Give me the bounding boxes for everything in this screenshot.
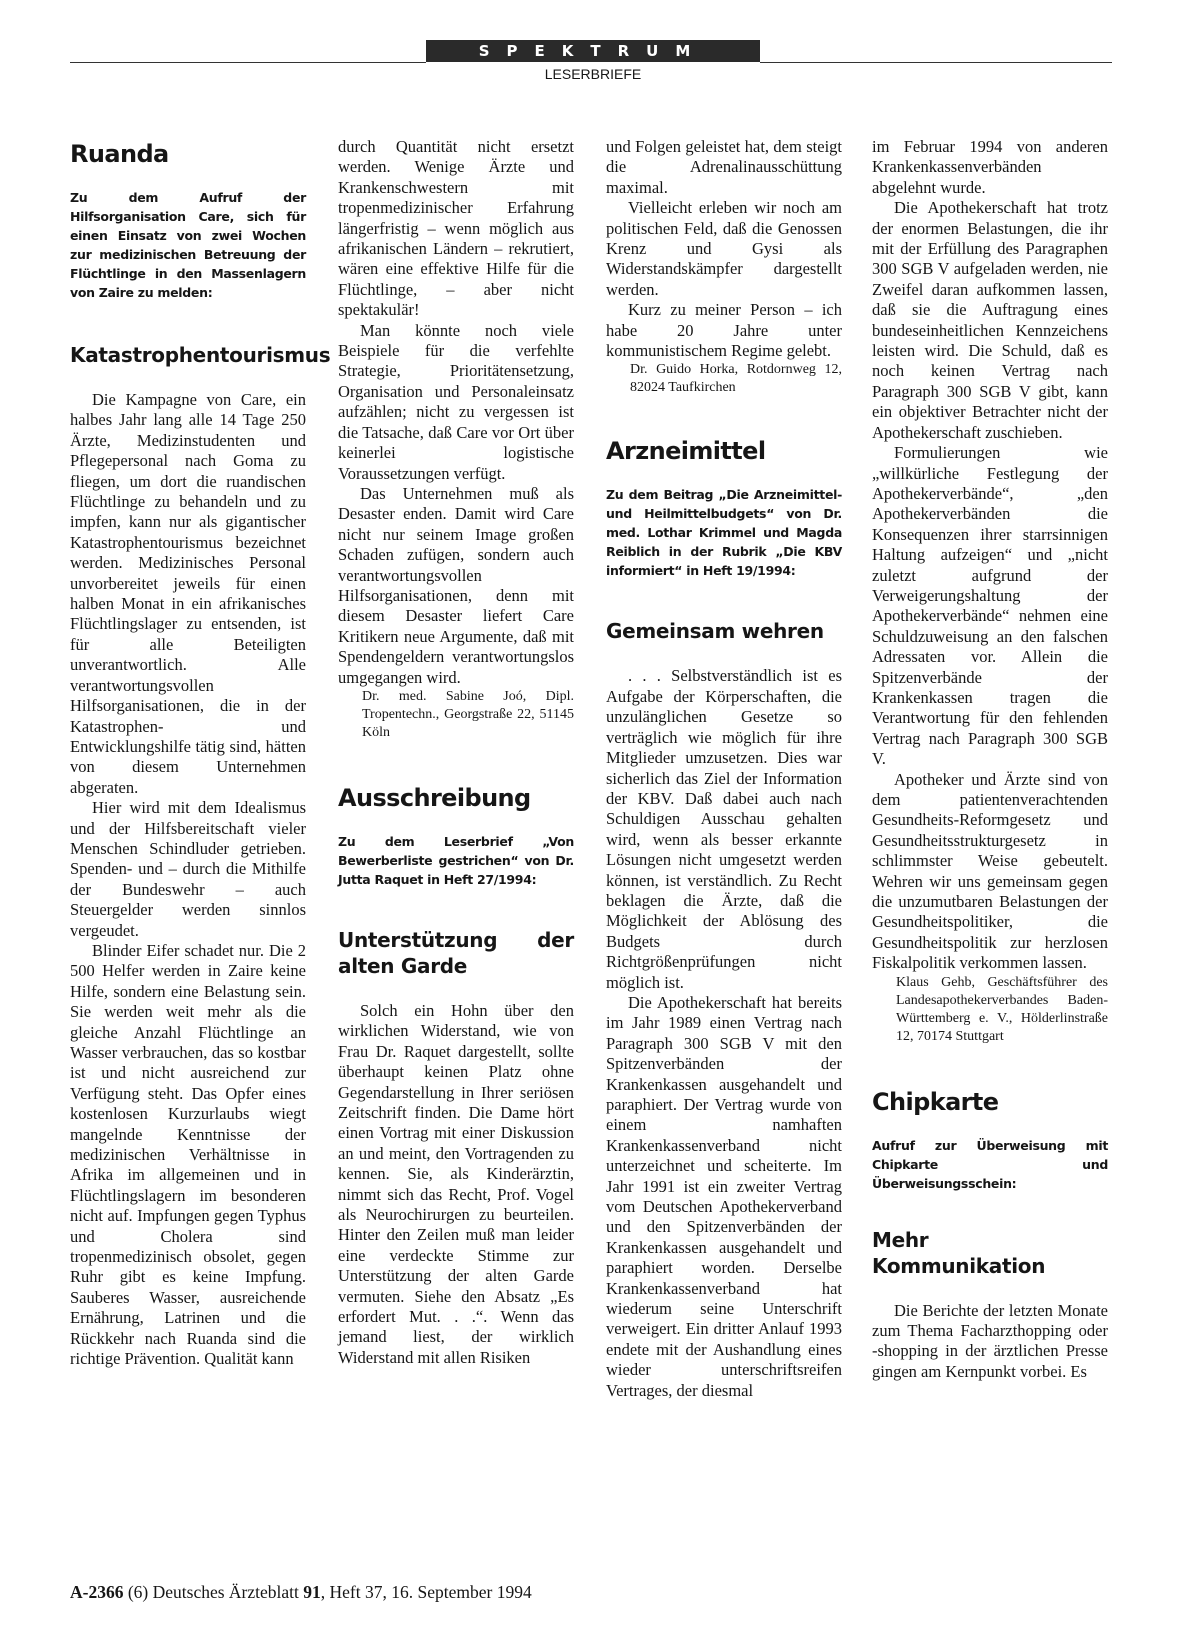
rubric-arzneimittel: Arzneimittel xyxy=(606,437,766,466)
paragraph: Man könnte noch viele Beispiele für die verfehlte Strategie, Prioritätensetzung, Organisation und Personaleinsatz aufzählen; nicht zu vergessen ist die Tatsache, daß Care vor Ort über keinerlei logistische Voraussetzungen verfügt. xyxy=(338,320,574,483)
paragraph: Formulierungen wie „willkürliche Festlegung der Apothekerverbände“, „den Apothekerverbänden die Konsequenzen ihrer starrsinnigen Haltung aufzeigen“ und „nicht zuletzt aufgrund der Verweigerungshaltung der Apothekerverbände“ nehmen eine Schuldzuweisung an den falschen Adressaten vor. Allein die Spitzenverbände der Krankenkassen tragen die Verantwortung für den fehlenden Vertrag nach Paragraph 300 SGB V. xyxy=(872,443,1108,769)
paragraph: Kurz zu meiner Person – ich habe 20 Jahre unter kommunistischem Regime gelebt. xyxy=(606,300,842,361)
paragraph: im Februar 1994 von anderen Krankenkassenverbänden abgelehnt wurde. xyxy=(872,137,1108,197)
paragraph: Die Kampagne von Care, ein halbes Jahr lang alle 14 Tage 250 Ärzte, Medizinstudenten und Pflegepersonal nach Goma zu fliegen, um dort die ruandischen Flüchtlinge zu behandeln und zu impfen, kann nur als gigantischer Katastrophentourismus bezeichnet werden. Medizinisches Personal unvorbereitet jeweils für einen halben Monat in ein afrikanisches Flüchtlingslager zu entsenden, ist für alle Beteiligten unverantwortlich. Alle verantwortungsvollen Hilfsorganisationen, die in der Katastrophen- und Entwicklungshilfe tätig sind, hätten von diesem Unternehmen abgeraten. xyxy=(70,390,306,797)
journal-volume: 91 xyxy=(303,1582,321,1602)
inner-page-number: (6) xyxy=(127,1582,149,1602)
column-1 xyxy=(70,140,331,1370)
letter-signature: Dr. med. Sabine Joó, Dipl. Tropentechn., Georgstraße 22, 51145 Köln xyxy=(362,688,574,740)
section-banner: SPEKTRUM xyxy=(426,40,760,62)
paragraph: Vielleicht erleben wir noch am politischen Feld, daß die Genossen Krenz und Gysi als Widerstandskämpfer dargestellt werden. xyxy=(606,198,842,299)
letter-signature: Klaus Gehb, Geschäftsführer des Landesapothekerverbandes Baden-Württemberg e. V., Hölderlinstraße 12, 70174 Stuttgart xyxy=(896,974,1108,1044)
letter-headline: Unterstützung der alten Garde xyxy=(338,927,574,978)
letter-headline: Gemeinsam wehren xyxy=(606,619,824,644)
paragraph: Hier wird mit dem Idealismus und der Hilfsbereitschaft vieler Menschen Schindluder getrieben. Spenden- und – durch die Mithilfe der Bundeswehr – auch Steuergelder werden sinnlos vergeudet. xyxy=(70,798,306,940)
journal-name: Deutsches Ärzteblatt xyxy=(152,1582,299,1602)
letter-lead: Aufruf zur Überweisung mit Chipkarte und Überweisungsschein: xyxy=(872,1137,1108,1191)
paragraph: Solch ein Hohn über den wirklichen Widerstand, wie von Frau Dr. Raquet dargestellt, sollte überhaupt keinen Platz ohne Gegendarstellung in Ihrer seriösen Zeitschrift finden. Die Dame hört einen Vortrag mit einer Diskussion an und meint, den Vortragenden zu kennen. Sie, als Kinderärztin, nimmt sich das Recht, Prof. Vogel als Neurochirurgen zu beurteilen. Hinter den Zeilen muß man leider eine verdeckte Stimme zur Unterstützung der alten Garde vermuten. Siehe den Absatz „Es erfordert Mut. . .“. Wenn das jemand liest, der wirklich Widerstand mit allen Risiken xyxy=(338,1000,574,1367)
paragraph: Die Apothekerschaft hat trotz der enormen Belastungen, die ihr mit der Erfüllung des Paragraphen 300 SGB V aufgeladen werden, nie Zweifel daran aufkommen lassen, daß sie die Auftragung eines bundeseinheitlichen Kennzeichens leisten wird. Die Schuld, daß es noch keinen Vertrag nach Paragraph 300 SGB V gibt, kann ein objektiver Betrachter nicht der Apothekerschaft zuschieben. xyxy=(872,198,1108,442)
subsection-title: LESERBRIEFE xyxy=(544,66,642,82)
issue-date: , Heft 37, 16. September 1994 xyxy=(320,1582,532,1602)
letter-lead: Zu dem Beitrag „Die Arzneimittel- und Heilmittelbudgets“ von Dr. med. Lothar Krimmel und Magda Reiblich in der Rubrik „Die KBV informiert“ in Heft 19/1994: xyxy=(606,487,842,579)
letter-lead: Zu dem Leserbrief „Von Bewerberliste gestrichen“ von Dr. Jutta Raquet in Heft 27/1994: xyxy=(338,833,574,887)
paragraph: Die Berichte der letzten Monate zum Thema Facharzthopping oder -shopping in der ärztlichen Presse gingen am Kernpunkt vorbei. Es xyxy=(872,1300,1108,1381)
letter-headline: Katastrophentourismus xyxy=(70,343,331,367)
paragraph: Apotheker und Ärzte sind von dem patientenverachtenden Gesundheits-Reformgesetz und Gesundheitsstrukturgesetz in schlimmster Weise gebeutelt. Wehren wir uns gemeinsam gegen die unzumutbaren Belastungen der Gesundheitspolitiker, die Gesundheitspolitik zur herzlosen Fiskalpolitik verkommen lassen. xyxy=(872,769,1108,973)
paragraph: Die Apothekerschaft hat bereits im Jahr 1989 einen Vertrag nach Paragraph 300 SGB V mit den Spitzenverbänden der Krankenkassen ausgehandelt und paraphiert. Der Vertrag wurde von einem namhaften Krankenkassenverband nicht unterzeichnet und scheiterte. Im Jahr 1991 ist ein zweiter Vertrag vom Deutschen Apothekerverband und den Spitzenverbänden der Krankenkassen ausgehandelt und paraphiert worden. Derselbe Krankenkassenverband hat wiederum seine Unterschrift verweigert. Ein dritter Anlauf 1993 endete mit der Aushandlung eines wieder unterschriftsreifen Vertrages, der diesmal xyxy=(606,992,842,1400)
column-4 xyxy=(872,137,1108,1382)
column-3 xyxy=(606,137,842,1401)
paragraph: durch Quantität nicht ersetzt werden. Wenige Ärzte und Krankenschwestern mit tropenmedizinischer Erfahrung längerfristig – wenn möglich aus afrikanischen Ländern – rekrutiert, wären eine effektive Hilfe für die Flüchtlinge, – aber nicht spektakulär! xyxy=(338,137,574,320)
letter-lead: Zu dem Aufruf der Hilfsorganisation Care, sich für einen Einsatz von zwei Wochen zur medizinischen Betreuung der Flüchtlinge in den Massenlagern von Zaire zu melden: xyxy=(70,190,306,300)
header-rule-left xyxy=(70,62,426,63)
paragraph: Das Unternehmen muß als Desaster enden. Damit wird Care nicht nur seinem Image großen Schaden zufügen, sondern auch verantwortungsvollen Hilfsorganisationen, denn mit diesem Desaster liefert Care Kritikern neue Argumente, daß mit Spendengeldern verantwortungslos umgegangen wird. xyxy=(338,483,574,687)
column-2 xyxy=(338,137,574,1368)
paragraph: Blinder Eifer schadet nur. Die 2 500 Helfer werden in Zaire keine Hilfe, sondern eine Belastung sein. Sie werden weit mehr als die gleiche Anzahl Flüchtlinge an Wasser verbrauchen, das so kostbar ist und nicht ausreichend zur Verfügung steht. Das Opfer eines kostenlosen Kurzurlaubs wiegt mangelnde Kenntnisse der medizinischen Verhältnisse in Afrika im allgemeinen und in Flüchtlingslagern im besonderen nicht auf. Impfungen gegen Typhus und Cholera sind tropenmedizinisch obsolet, gegen Ruhr gibt es keine Impfung. Sauberes Wasser, ausreichende Ernährung, Latrinen und die Rückkehr nach Ruanda sind die richtige Prävention. Qualität kann xyxy=(70,940,306,1369)
rubric-ausschreibung: Ausschreibung xyxy=(338,783,531,812)
letter-signature: Dr. Guido Horka, Rotdornweg 12, 82024 Taufkirchen xyxy=(630,362,842,396)
rubric-ruanda: Ruanda xyxy=(70,140,169,168)
page-footer xyxy=(70,1582,532,1603)
page-number: A-2366 xyxy=(70,1582,124,1602)
rubric-chipkarte: Chipkarte xyxy=(872,1087,999,1116)
paragraph: und Folgen geleistet hat, dem steigt die Adrenalinausschüttung maximal. xyxy=(606,137,842,197)
paragraph: . . . Selbstverständlich ist es Aufgabe der Körperschaften, die unzulänglichen Gesetze so verträglich wie möglich für ihre Mitglieder umzusetzen. Dies war sicherlich das Ziel der Information der KBV. Daß dabei auch nach Schuldigen Ausschau gehalten wird, wenn als besser erkannte Lösungen nicht umgesetzt werden können, ist verständlich. Zu Recht beklagen die Ärzte, daß die Möglichkeit der Ablösung des Budgets durch Richtgrößenprüfungen nicht möglich ist. xyxy=(606,666,842,992)
letter-headline: Mehr Kommunikation xyxy=(872,1227,1046,1278)
header-rule-right xyxy=(760,62,1112,63)
